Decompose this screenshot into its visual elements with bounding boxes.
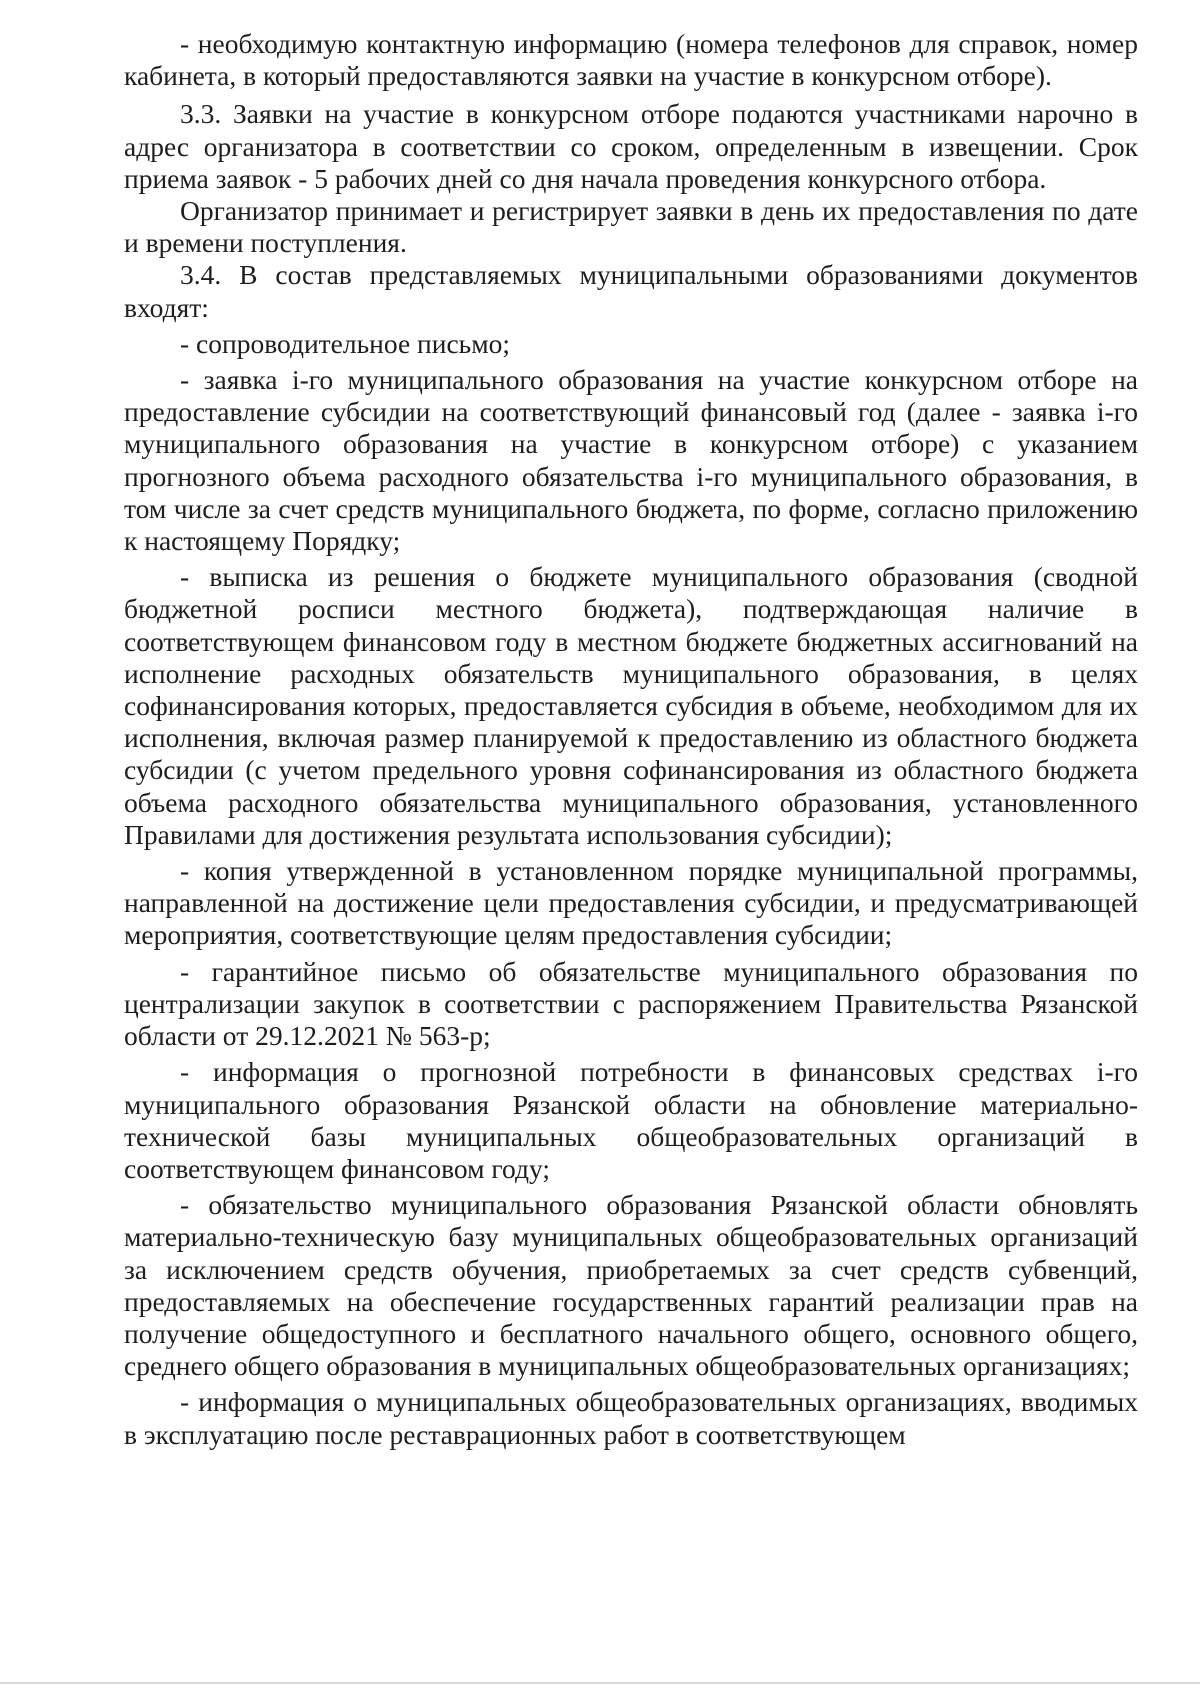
list-item-demand-info: - информация о прогнозной потребности в финансовых средствах i-го муниципального образования Рязанской области на обновление материально-технической базы муниципальных общеобразовательных организаций в соответствующем финансовом году; [124, 1056, 1138, 1184]
list-item-application: - заявка i-го муниципального образования на участие конкурсном отборе на предоставление субсидии на соответствующий финансовый год (далее - заявка i-го муниципального образования на участие в конкурсном отборе) с указанием прогнозного объема расходного обязательства i-го муниципального образования, в том числе за счет средств муниципального бюджета, по форме, согласно приложению к настоящему Порядку; [124, 364, 1138, 557]
list-item-obligation: - обязательство муниципального образования Рязанской области обновлять материально-техническую базу муниципальных общеобразовательных организаций за исключением средств обучения, приобретаемых за счет средств субвенций, предоставляемых на обеспечение государственных гарантий реализации прав на получение общедоступного и бесплатного начального общего, основного общего, среднего общего образования в муниципальных общеобразовательных организациях; [124, 1189, 1138, 1382]
list-item-cover-letter: - сопроводительное письмо; [180, 327, 511, 359]
paragraph-3-3: 3.3. Заявки на участие в конкурсном отборе подаются участниками нарочно в адрес организатора в соответствии со сроком, определенным в извещении. Срок приема заявок - 5 рабочих дней со дня начала проведения конкурсного отбора. [124, 98, 1138, 194]
list-item-guarantee-letter: - гарантийное письмо об обязательстве муниципального образования по централизации закупок в соответствии с распоряжением Правительства Рязанской области от 29.12.2021 № 563-р; [124, 955, 1138, 1052]
paragraph-3-4: 3.4. В состав представляемых муниципальными образованиями документов входят: [124, 259, 1138, 323]
list-item-restoration-info: - информация о муниципальных общеобразовательных организациях, вводимых в эксплуатацию после реставрационных работ в соответствующем [124, 1386, 1138, 1450]
list-item-program-copy: - копия утвержденной в установленном порядке муниципальной программы, направленной на достижение цели предоставления субсидии, и предусматривающей мероприятия, соответствующие целям предоставления субсидии; [124, 855, 1138, 951]
list-item-budget-extract: - выписка из решения о бюджете муниципального образования (сводной бюджетной росписи местного бюджета), подтверждающая наличие в соответствующем финансовом году в местном бюджете бюджетных ассигнований на исполнение расходных обязательств муниципального образования, в целях софинансирования которых, предоставляется субсидия в объеме, необходимом для их исполнения, включая размер планируемой к предоставлению из областного бюджета субсидии (с учетом предельного уровня софинансирования из областного бюджета объема расходного обязательства муниципального образования, установленного Правилами для достижения результата использования субсидии); [124, 561, 1138, 850]
paragraph-registration: Организатор принимает и регистрирует заявки в день их предоставления по дате и времени поступления. [124, 195, 1138, 259]
paragraph-contact-info: - необходимую контактную информацию (номера телефонов для справок, номер кабинета, в который предоставляются заявки на участие в конкурсном отборе). [124, 28, 1138, 92]
page-bottom-rule [0, 1682, 1200, 1684]
